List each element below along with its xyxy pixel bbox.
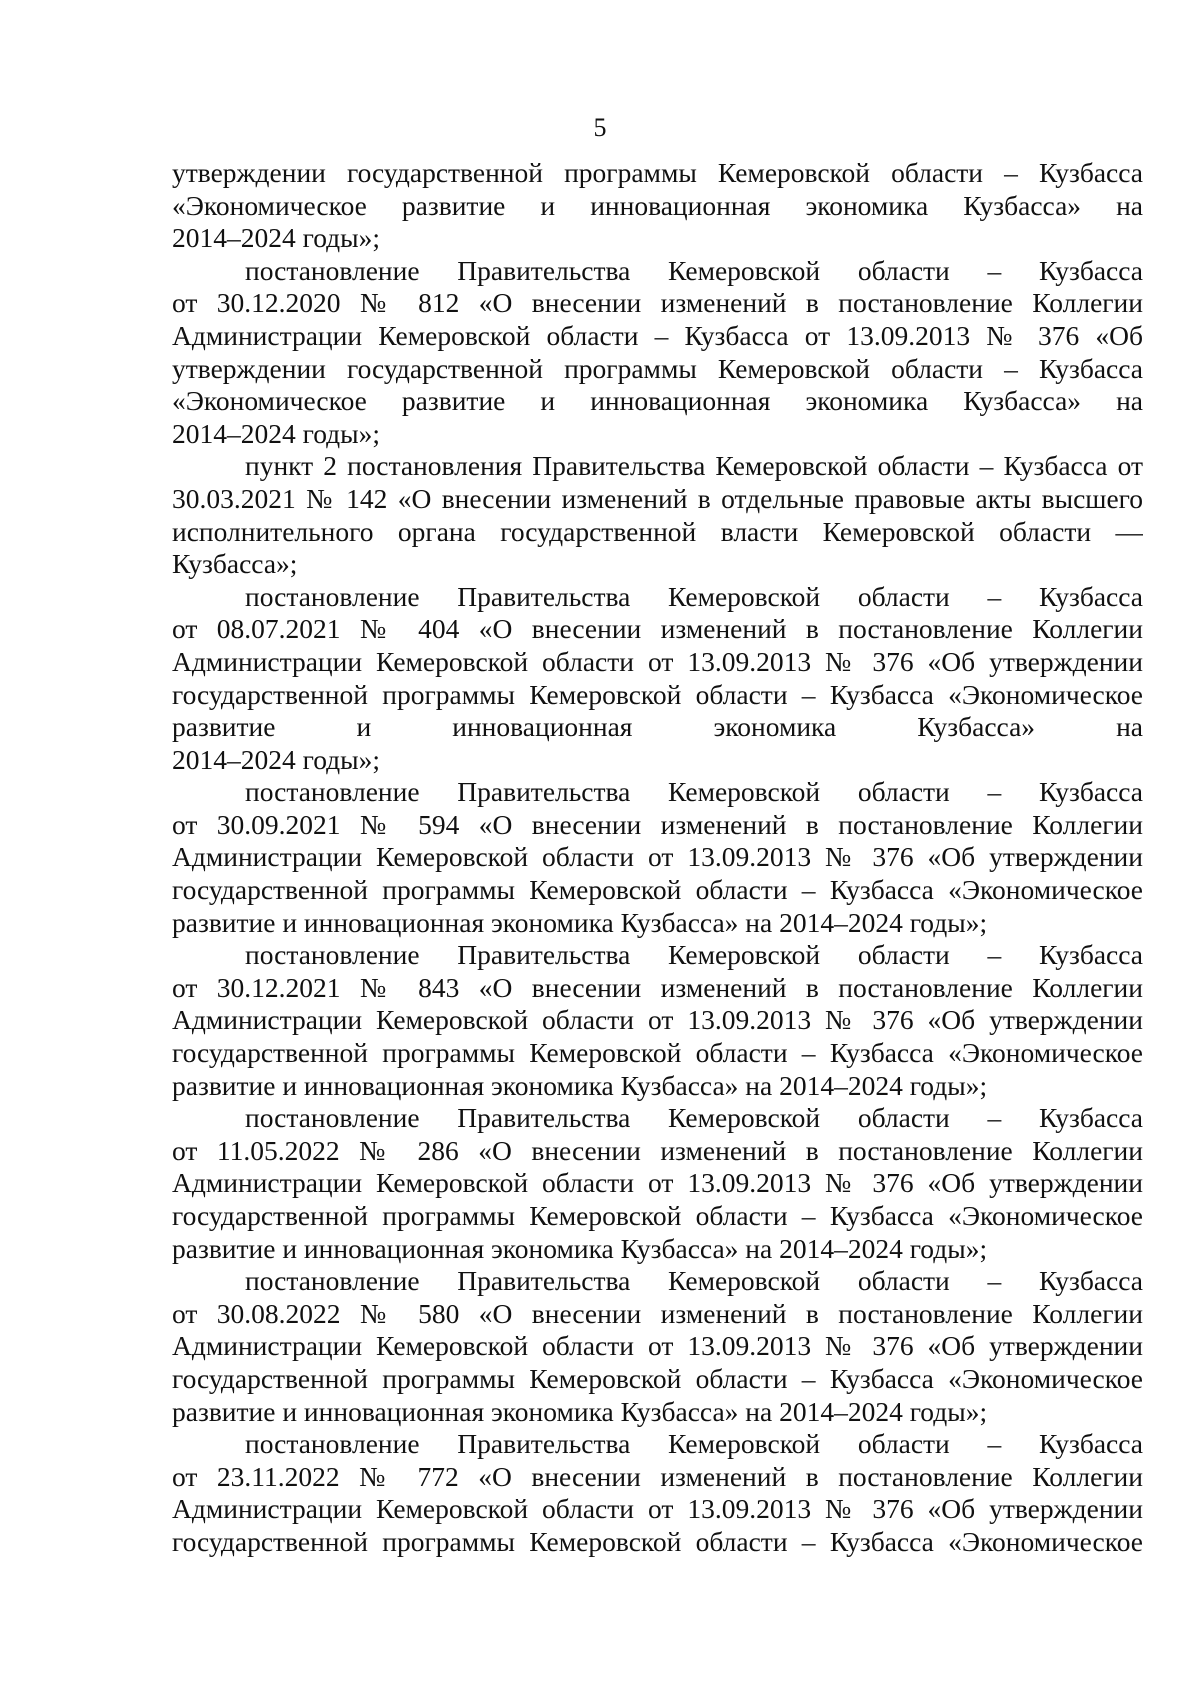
- text-line: развитие и инновационная экономика Кузбасса» на: [172, 711, 1143, 743]
- text-line: государственной программы Кемеровской области – Кузбасса «Экономическое: [172, 874, 1143, 906]
- text-line: от 30.12.2021 № 843 «О внесении изменений в постановление Коллегии: [172, 971, 1143, 1003]
- text-line: 2014–2024 годы»;: [172, 222, 381, 254]
- text-line: от 30.09.2021 № 594 «О внесении изменений в постановление Коллегии: [172, 808, 1143, 840]
- text-line: Администрации Кемеровской области от 13.09.2013 № 376 «Об утверждении: [172, 1330, 1143, 1362]
- text-line: от 08.07.2021 № 404 «О внесении изменений в постановление Коллегии: [172, 613, 1143, 645]
- text-line: 2014–2024 годы»;: [172, 743, 381, 775]
- text-line: государственной программы Кемеровской области – Кузбасса «Экономическое: [172, 1037, 1143, 1069]
- text-line: пункт 2 постановления Правительства Кемеровской области – Кузбасса от: [245, 450, 1143, 482]
- text-line: 30.03.2021 № 142 «О внесении изменений в отдельные правовые акты высшего: [172, 482, 1143, 514]
- text-line: Администрации Кемеровской области от 13.09.2013 № 376 «Об утверждении: [172, 1167, 1143, 1199]
- text-line: постановление Правительства Кемеровской области – Кузбасса: [245, 776, 1143, 808]
- text-line: государственной программы Кемеровской области – Кузбасса «Экономическое: [172, 1362, 1143, 1394]
- text-line: постановление Правительства Кемеровской области – Кузбасса: [245, 254, 1143, 286]
- text-line: от 11.05.2022 № 286 «О внесении изменений в постановление Коллегии: [172, 1134, 1143, 1166]
- text-line: Администрации Кемеровской области от 13.09.2013 № 376 «Об утверждении: [172, 1004, 1143, 1036]
- text-line: исполнительного органа государственной власти Кемеровской области —: [172, 515, 1143, 547]
- text-line: от 30.08.2022 № 580 «О внесении изменений в постановление Коллегии: [172, 1297, 1143, 1329]
- text-line: постановление Правительства Кемеровской области – Кузбасса: [245, 1265, 1143, 1297]
- text-line: от 23.11.2022 № 772 «О внесении изменений в постановление Коллегии: [172, 1460, 1143, 1492]
- text-line: «Экономическое развитие и инновационная экономика Кузбасса» на: [172, 385, 1143, 417]
- text-line: от 30.12.2020 № 812 «О внесении изменений в постановление Коллегии: [172, 287, 1143, 319]
- text-line: постановление Правительства Кемеровской области – Кузбасса: [245, 580, 1143, 612]
- text-line: развитие и инновационная экономика Кузбасса» на 2014–2024 годы»;: [172, 1069, 988, 1101]
- text-line: постановление Правительства Кемеровской области – Кузбасса: [245, 1102, 1143, 1134]
- text-line: развитие и инновационная экономика Кузбасса» на 2014–2024 годы»;: [172, 1395, 988, 1427]
- text-line: постановление Правительства Кемеровской области – Кузбасса: [245, 939, 1143, 971]
- text-line: утверждении государственной программы Кемеровской области – Кузбасса: [172, 157, 1143, 188]
- text-line: 2014–2024 годы»;: [172, 417, 381, 449]
- text-line: постановление Правительства Кемеровской области – Кузбасса: [245, 1428, 1143, 1460]
- text-line: Администрации Кемеровской области от 13.09.2013 № 376 «Об утверждении: [172, 1493, 1143, 1525]
- text-line: Администрации Кемеровской области от 13.09.2013 № 376 «Об утверждении: [172, 645, 1143, 677]
- text-line: государственной программы Кемеровской области – Кузбасса «Экономическое: [172, 1200, 1143, 1231]
- text-line: развитие и инновационная экономика Кузбасса» на 2014–2024 годы»;: [172, 1232, 988, 1264]
- text-line: утверждении государственной программы Кемеровской области – Кузбасса: [172, 352, 1143, 384]
- text-line: Администрации Кемеровской области от 13.09.2013 № 376 «Об утверждении: [172, 841, 1143, 873]
- text-line: развитие и инновационная экономика Кузбасса» на 2014–2024 годы»;: [172, 906, 988, 938]
- text-line: «Экономическое развитие и инновационная экономика Кузбасса» на: [172, 189, 1143, 221]
- page-number: 5: [593, 113, 607, 142]
- document-body: [172, 157, 1143, 1559]
- text-line: Администрации Кемеровской области – Кузбасса от 13.09.2013 № 376 «Об: [172, 319, 1143, 351]
- text-line: Кузбасса»;: [172, 548, 298, 580]
- text-line: государственной программы Кемеровской области – Кузбасса «Экономическое: [172, 1525, 1143, 1557]
- text-line: государственной программы Кемеровской области – Кузбасса «Экономическое: [172, 678, 1143, 710]
